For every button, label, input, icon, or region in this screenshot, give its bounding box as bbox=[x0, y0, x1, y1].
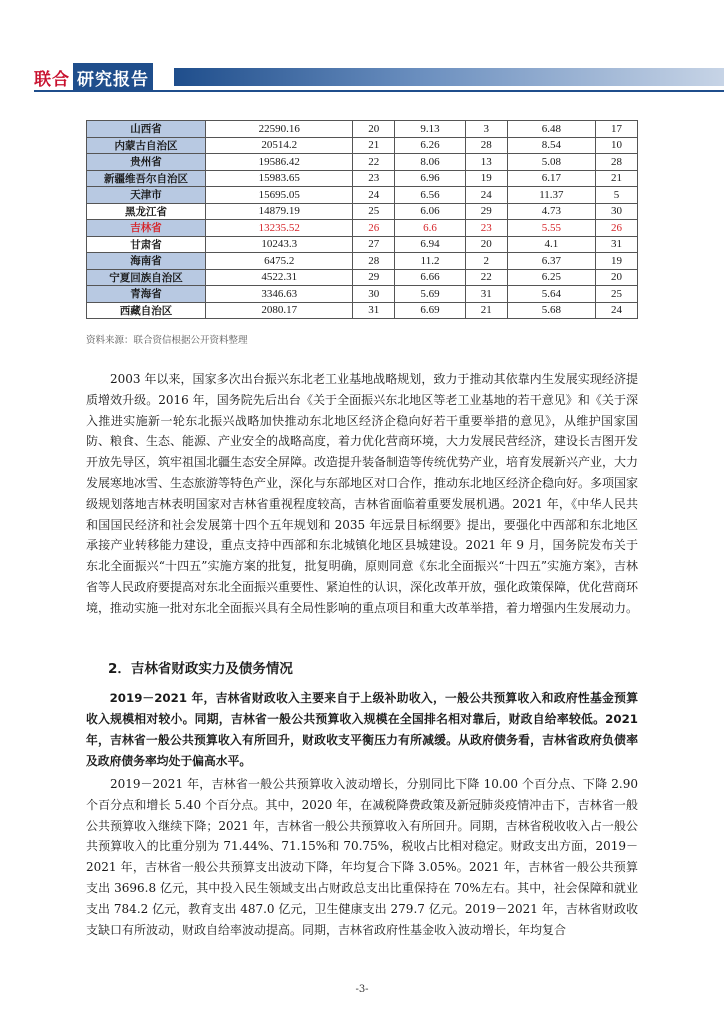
value-cell: 6.48 bbox=[507, 121, 595, 138]
table-row bbox=[87, 137, 638, 154]
value-cell: 6.96 bbox=[395, 170, 466, 187]
value-cell: 6.37 bbox=[507, 253, 595, 270]
value-cell: 30 bbox=[596, 203, 638, 220]
value-cell: 20 bbox=[465, 236, 507, 253]
value-cell: 21 bbox=[465, 302, 507, 319]
value-cell: 6.69 bbox=[395, 302, 466, 319]
value-cell: 6.56 bbox=[395, 187, 466, 204]
province-name-cell: 西藏自治区 bbox=[87, 302, 206, 319]
paragraph-text: 2003 年以来，国家多次出台振兴东北老工业基地战略规划，致力于推动其依靠内生发展实现经济提质增效升级。2016 年，国务院先后出台《关于全面振兴东北地区等老工业基地的若干意见》和《关于深入推进实施新一轮东北振兴战略加快推动东北地区经济企稳向好若干重要举措的意见》，从维护国家国防、粮食、生态、能源、产业安全的战略高度，着力优化营商环境，大力发展民营经济，建设长吉图开发开放先导区，筑牢祖国北疆生态安全屏障。改造提升装备制造等传统优势产业，培育发展新兴产业，大力发展寒地冰雪、生态旅游等特色产业，深化与东部地区对口合作，推动东北地区经济企稳向好。多项国家级规划落地吉林表明国家对吉林省重视程度较高，吉林省面临着重要发展机遇。2021 年，《中华人民共和国国民经济和社会发展第十四个五年规划和 2035 年远景目标纲要》提出，要强化中西部和东北地区承接产业转移能力建设，重点支持中西部和东北城镇化地区县城建设。2021 年 9 月，国务院发布关于东北全面振兴“十四五”实施方案的批复，批复明确，原则同意《东北全面振兴“十四五”实施方案》，吉林省等人民政府要提高对东北全面振兴重要性、紧迫性的认识，深化改革开放，强化政策保障，优化营商环境，推动实施一批对东北全面振兴具有全局性影响的重点项目和重大改革举措，着力增强内生发展动力。 bbox=[86, 372, 639, 615]
value-cell: 28 bbox=[353, 253, 395, 270]
report-header bbox=[0, 62, 724, 92]
table-row bbox=[87, 154, 638, 171]
value-cell: 25 bbox=[353, 203, 395, 220]
value-cell: 17 bbox=[596, 121, 638, 138]
header-gradient-bar bbox=[174, 68, 724, 86]
table-row bbox=[87, 302, 638, 319]
province-name-cell: 新疆维吾尔自治区 bbox=[87, 170, 206, 187]
value-cell: 31 bbox=[353, 302, 395, 319]
table-row bbox=[87, 236, 638, 253]
paragraph-summary-bold bbox=[86, 688, 638, 772]
value-cell: 4522.31 bbox=[206, 269, 353, 286]
province-name-cell: 青海省 bbox=[87, 286, 206, 303]
value-cell: 26 bbox=[596, 220, 638, 237]
paragraph-text: 2019－2021 年，吉林省财政收入主要来自于上级补助收入，一般公共预算收入和政府性基金预算收入规模相对较小。同期，吉林省一般公共预算收入规模在全国排名相对靠后，财政自给率较低。2021 年，吉林省一般公共预算收入有所回升，财政收支平衡压力有所减缓。从政府债务看，吉林省政府负债率及政府债务率均处于偏高水平。 bbox=[86, 691, 638, 768]
value-cell: 8.06 bbox=[395, 154, 466, 171]
value-cell: 19 bbox=[596, 253, 638, 270]
table-row bbox=[87, 253, 638, 270]
value-cell: 20 bbox=[353, 121, 395, 138]
value-cell: 24 bbox=[596, 302, 638, 319]
value-cell: 14879.19 bbox=[206, 203, 353, 220]
value-cell: 4.1 bbox=[507, 236, 595, 253]
value-cell: 3346.63 bbox=[206, 286, 353, 303]
value-cell: 19 bbox=[465, 170, 507, 187]
table-row bbox=[87, 286, 638, 303]
value-cell: 6.66 bbox=[395, 269, 466, 286]
value-cell: 6.94 bbox=[395, 236, 466, 253]
province-name-cell: 海南省 bbox=[87, 253, 206, 270]
value-cell: 11.2 bbox=[395, 253, 466, 270]
value-cell: 21 bbox=[596, 170, 638, 187]
value-cell: 5.69 bbox=[395, 286, 466, 303]
value-cell: 5.55 bbox=[507, 220, 595, 237]
paragraph-text: 2019－2021 年，吉林省一般公共预算收入波动增长，分别同比下降 10.00 个百分点、下降 2.90 个百分点和增长 5.40 个百分点。其中，2020 年，在减税降费政策及新冠肺炎疫情冲击下，吉林省一般公共预算收入继续下降；2021 年，吉林省一般公共预算收入有所回升。同期，吉林省税收收入占一般公共预算收入的比重分别为 71.44%、71.15%和 70.75%，税收占比相对稳定。财政支出方面，2019－2021 年，吉林省一般公共预算支出波动下降，年均复合下降 3.05%。2021 年，吉林省一般公共预算支出 3696.8 亿元，其中投入民生领域支出占财政总支出比重保持在 70%左右。其中，社会保障和就业支出 784.2 亿元，教育支出 487.0 亿元，卫生健康支出 279.7 亿元。2019－2021 年，吉林省财政收支缺口有所波动，财政自给率波动提高。同期，吉林省政府性基金收入波动增长，年均复合 bbox=[86, 777, 638, 937]
value-cell: 28 bbox=[596, 154, 638, 171]
value-cell: 27 bbox=[353, 236, 395, 253]
value-cell: 21 bbox=[353, 137, 395, 154]
value-cell: 6.25 bbox=[507, 269, 595, 286]
table-source-note: 资料来源：联合资信根据公开资料整理 bbox=[86, 335, 248, 346]
value-cell: 23 bbox=[353, 170, 395, 187]
value-cell: 13 bbox=[465, 154, 507, 171]
province-name-cell: 山西省 bbox=[87, 121, 206, 138]
value-cell: 10 bbox=[596, 137, 638, 154]
value-cell: 23 bbox=[465, 220, 507, 237]
value-cell: 6.06 bbox=[395, 203, 466, 220]
province-name-cell: 天津市 bbox=[87, 187, 206, 204]
table-row bbox=[87, 220, 638, 237]
value-cell: 6.26 bbox=[395, 137, 466, 154]
value-cell: 25 bbox=[596, 286, 638, 303]
value-cell: 10243.3 bbox=[206, 236, 353, 253]
value-cell: 3 bbox=[465, 121, 507, 138]
value-cell: 24 bbox=[353, 187, 395, 204]
value-cell: 8.54 bbox=[507, 137, 595, 154]
value-cell: 31 bbox=[465, 286, 507, 303]
province-name-cell: 黑龙江省 bbox=[87, 203, 206, 220]
brand-subtitle: 研究报告 bbox=[73, 63, 153, 92]
section-heading: 2．吉林省财政实力及债务情况 bbox=[108, 661, 293, 677]
value-cell: 20514.2 bbox=[206, 137, 353, 154]
value-cell: 5 bbox=[596, 187, 638, 204]
table-row bbox=[87, 121, 638, 138]
page-number: -3- bbox=[355, 984, 369, 995]
value-cell: 22 bbox=[465, 269, 507, 286]
value-cell: 22 bbox=[353, 154, 395, 171]
province-name-cell: 吉林省 bbox=[87, 220, 206, 237]
table-row bbox=[87, 203, 638, 220]
paragraph-fiscal-detail bbox=[86, 774, 638, 940]
value-cell: 5.08 bbox=[507, 154, 595, 171]
value-cell: 11.37 bbox=[507, 187, 595, 204]
value-cell: 31 bbox=[596, 236, 638, 253]
value-cell: 6475.2 bbox=[206, 253, 353, 270]
value-cell: 29 bbox=[465, 203, 507, 220]
value-cell: 20 bbox=[596, 269, 638, 286]
paragraph-policy-background bbox=[86, 369, 638, 619]
value-cell: 24 bbox=[465, 187, 507, 204]
value-cell: 19586.42 bbox=[206, 154, 353, 171]
value-cell: 2080.17 bbox=[206, 302, 353, 319]
brand-name: 联合 bbox=[34, 69, 70, 90]
value-cell: 15695.05 bbox=[206, 187, 353, 204]
table-row bbox=[87, 269, 638, 286]
value-cell: 9.13 bbox=[395, 121, 466, 138]
table-row bbox=[87, 170, 638, 187]
value-cell: 30 bbox=[353, 286, 395, 303]
value-cell: 13235.52 bbox=[206, 220, 353, 237]
province-name-cell: 内蒙古自治区 bbox=[87, 137, 206, 154]
province-name-cell: 贵州省 bbox=[87, 154, 206, 171]
value-cell: 2 bbox=[465, 253, 507, 270]
value-cell: 15983.65 bbox=[206, 170, 353, 187]
province-name-cell: 宁夏回族自治区 bbox=[87, 269, 206, 286]
value-cell: 22590.16 bbox=[206, 121, 353, 138]
value-cell: 6.17 bbox=[507, 170, 595, 187]
value-cell: 5.68 bbox=[507, 302, 595, 319]
table-row bbox=[87, 187, 638, 204]
value-cell: 5.64 bbox=[507, 286, 595, 303]
value-cell: 28 bbox=[465, 137, 507, 154]
value-cell: 6.6 bbox=[395, 220, 466, 237]
report-brand bbox=[34, 62, 153, 92]
value-cell: 26 bbox=[353, 220, 395, 237]
province-name-cell: 甘肃省 bbox=[87, 236, 206, 253]
province-ranking-table bbox=[86, 120, 638, 319]
value-cell: 4.73 bbox=[507, 203, 595, 220]
value-cell: 29 bbox=[353, 269, 395, 286]
